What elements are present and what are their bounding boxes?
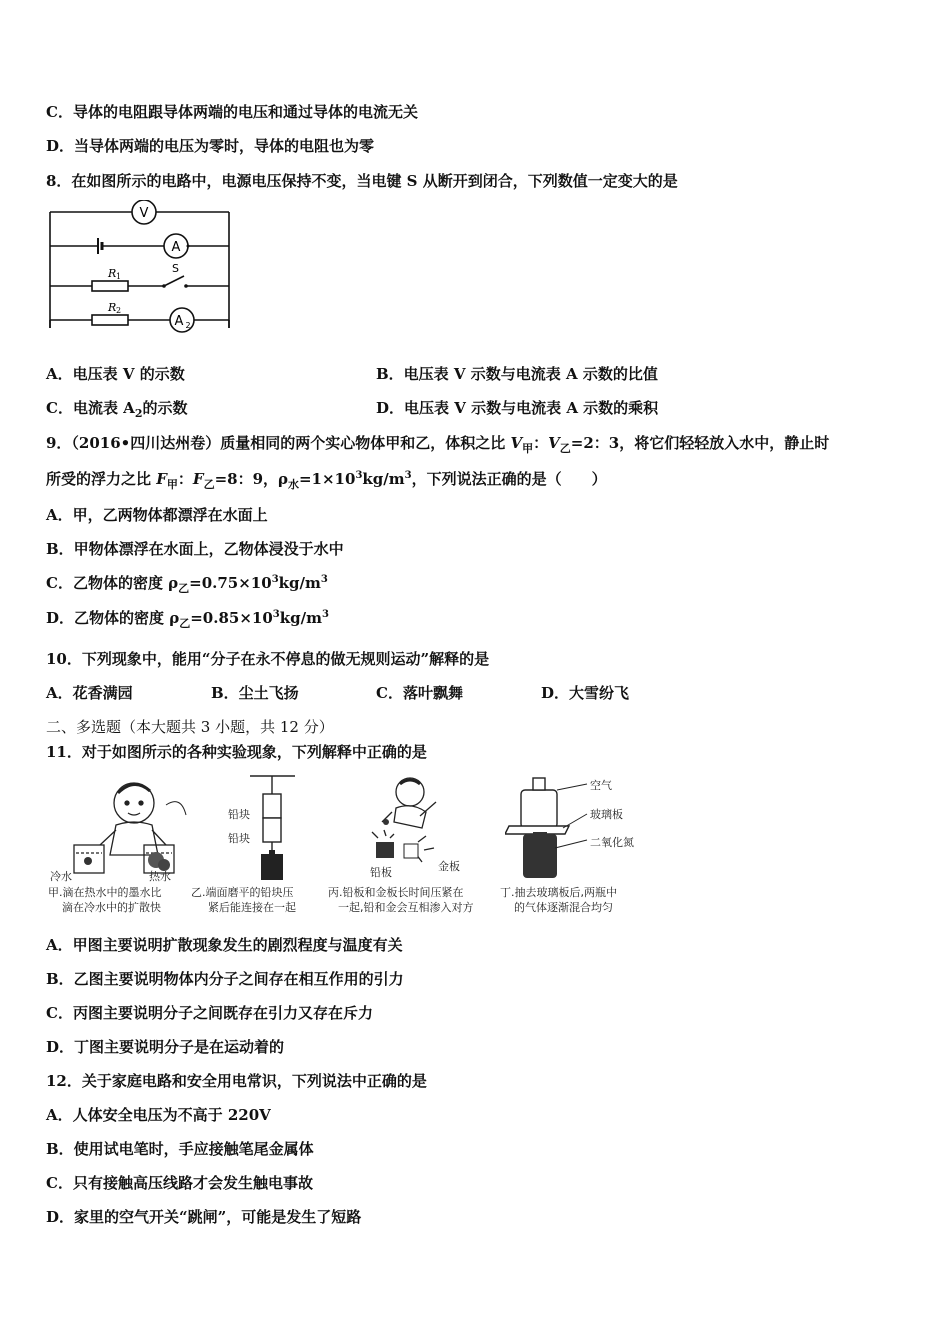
switch-s-symbol [164, 276, 184, 286]
fig-ding-caption-1: 丁.抽去玻璃板后,两瓶中 [500, 886, 617, 899]
q10-option-a: A．花香满园 [46, 684, 133, 702]
q12-option-b: B．使用试电笔时，手应接触笔尾金属体 [46, 1140, 314, 1158]
fig-ding-gas-bottles [505, 770, 595, 885]
circuit-label-s: S [172, 262, 179, 275]
q7-option-d: D．当导体两端的电压为零时，导体的电阻也为零 [46, 137, 375, 155]
q10-option-b: B．尘土飞扬 [211, 684, 299, 702]
fig-jia-caption-1: 甲.滴在热水中的墨水比 [48, 886, 162, 899]
q11-option-d: D．丁图主要说明分子是在运动着的 [46, 1038, 285, 1056]
q8-option-a: A．电压表 V 的示数 [46, 365, 185, 383]
circuit-label-a2-sub: 2 [185, 321, 191, 330]
gold-plate-icon [404, 844, 418, 858]
circuit-label-r1-sub: 1 [116, 272, 122, 281]
fig-label-gold-plate: 金板 [438, 860, 460, 873]
q10-option-c: C．落叶飘舞 [376, 684, 463, 702]
fig-yi-caption-2: 紧后能连接在一起 [208, 901, 296, 914]
fig-label-lead-1: 铅块 [228, 808, 250, 821]
section-multiple-choice-heading: 二、多选题（本大题共 3 小题，共 12 分） [46, 718, 334, 736]
q8-option-b: B．电压表 V 示数与电流表 A 示数的比值 [376, 365, 658, 383]
q8-circuit-diagram [46, 200, 236, 335]
q7-option-c: C．导体的电阻跟导体两端的电压和通过导体的电流无关 [46, 103, 418, 121]
q12-option-c: C．只有接触高压线路才会发生触电事故 [46, 1174, 313, 1192]
fig-label-hot-water: 热水 [149, 870, 171, 883]
fig-ding-caption-2: 的气体逐渐混合均匀 [514, 901, 613, 914]
circuit-label-v: V [139, 206, 149, 221]
fig-label-no2: 二氧化氮 [590, 836, 634, 849]
fig-label-lead-plate: 铅板 [370, 866, 392, 879]
circuit-label-a2: A [174, 314, 184, 329]
fig-yi-caption-1: 乙.端面磨平的铅块压 [191, 886, 294, 899]
q12-option-d: D．家里的空气开关“跳闸”，可能是发生了短路 [46, 1208, 362, 1226]
fig-label-lead-2: 铅块 [228, 832, 250, 845]
q9-option-c: C．乙物体的密度 $\rho_乙=0.75\times 10^3kg/m^3$ [46, 574, 328, 595]
resistor-r1-symbol [92, 281, 128, 291]
circuit-label-r1: R [108, 267, 117, 280]
q10-option-d: D．大雪纷飞 [541, 684, 630, 702]
no2-bottle-icon [523, 834, 557, 878]
air-bottle-icon [521, 790, 557, 828]
fig-jia-caption-2: 滴在冷水中的扩散快 [62, 901, 161, 914]
lead-plate-icon [376, 842, 394, 858]
q8-option-d: D．电压表 V 示数与电流表 A 示数的乘积 [376, 399, 659, 417]
circuit-label-r2: R [108, 301, 117, 314]
fig-bing-caption-2: 一起,铅和金会互相渗入对方 [338, 901, 474, 914]
fig-label-glass-plate: 玻璃板 [590, 808, 623, 821]
fig-bing-caption-1: 丙.铅板和金板长时间压紧在 [328, 886, 464, 899]
q11-option-c: C．丙图主要说明分子之间既存在引力又存在斥力 [46, 1004, 373, 1022]
q8-stem: 8．在如图所示的电路中，电源电压保持不变，当电键 S 从断开到闭合，下列数值一定变大的是 [46, 172, 678, 190]
fig-yi-lead-blocks [225, 772, 325, 884]
q11-option-b: B．乙图主要说明物体内分子之间存在相互作用的引力 [46, 970, 404, 988]
circuit-label-a: A [171, 240, 181, 255]
q9-stem-line2: 所受的浮力之比 $F_甲$：$F_乙=8$：9，$\rho_水=1\times 10^3kg/m^3$，下列说法正确的是（ ） [46, 470, 607, 491]
fig-label-cold-water: 冷水 [50, 870, 72, 883]
lead-block-bottom-icon [263, 818, 281, 842]
q9-option-d: D．乙物体的密度 $\rho_乙=0.85\times 10^3kg/m^3$ [46, 609, 329, 630]
resistor-r2-symbol [92, 315, 128, 325]
circuit-label-r2-sub: 2 [116, 306, 122, 315]
q12-option-a: A．人体安全电压为不高于 220V [46, 1106, 271, 1124]
q10-stem: 10．下列现象中，能用“分子在永不停息的做无规则运动”解释的是 [46, 650, 490, 668]
q8-option-c: C．电流表 $A_2$的示数 [46, 399, 188, 420]
q9-stem-line1: 9．（2016•四川达州卷）质量相同的两个实心物体甲和乙，体积之比 $V_甲$：$V_乙=2$：3，将它们轻轻放入水中，静止时 [46, 434, 830, 455]
q9-option-a: A．甲，乙两物体都漂浮在水面上 [46, 506, 268, 524]
q11-stem: 11．对于如图所示的各种实验现象，下列解释中正确的是 [46, 743, 427, 761]
lead-block-top-icon [263, 794, 281, 818]
weight-icon [261, 854, 283, 880]
q9-option-b: B．甲物体漂浮在水面上，乙物体浸没于水中 [46, 540, 344, 558]
q12-stem: 12．关于家庭电路和安全用电常识，下列说法中正确的是 [46, 1072, 427, 1090]
q11-option-a: A．甲图主要说明扩散现象发生的剧烈程度与温度有关 [46, 936, 403, 954]
fig-label-air: 空气 [590, 779, 612, 792]
